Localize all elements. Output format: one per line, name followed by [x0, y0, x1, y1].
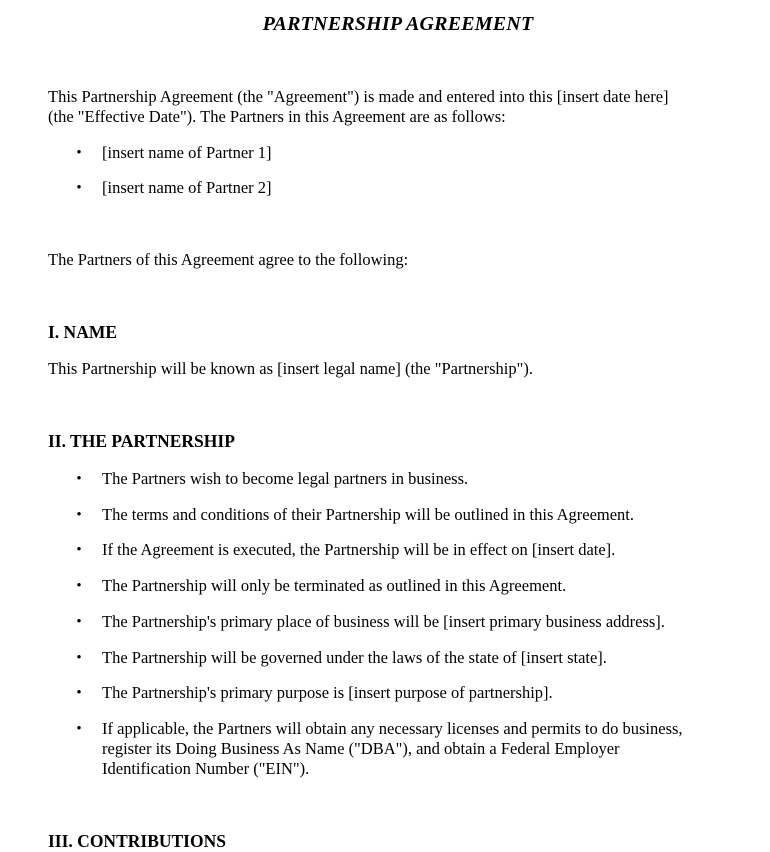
bullet-icon: • [76, 507, 82, 523]
list-item-text: If the Agreement is executed, the Partnership will be in effect on [insert date]. [102, 540, 616, 559]
bullet-icon: • [76, 471, 82, 487]
section-heading-name: I. NAME [48, 322, 118, 342]
list-item-text-line-2: register its Doing Business As Name ("DBA"), and obtain a Federal Employer [102, 739, 620, 758]
bullet-icon: • [76, 614, 82, 630]
partner-1-text: [insert name of Partner 1] [102, 143, 272, 162]
bullet-icon: • [76, 180, 82, 196]
section-heading-partnership: II. THE PARTNERSHIP [48, 431, 235, 451]
list-item-text: The Partners wish to become legal partners in business. [102, 469, 469, 488]
list-item-text [102, 719, 742, 779]
list-item-text: The Partnership will only be terminated as outlined in this Agreement. [102, 576, 567, 595]
bullet-icon: • [76, 542, 82, 558]
list-item-text-line-3: Identification Number ("EIN"). [102, 759, 310, 778]
bullet-icon: • [76, 650, 82, 666]
bullet-icon: • [76, 721, 82, 737]
document-title: PARTNERSHIP AGREEMENT [262, 13, 534, 35]
list-item-text: The Partnership's primary place of business will be [insert primary business address]. [102, 612, 665, 631]
list-item-text-line-1: If applicable, the Partners will obtain any necessary licenses and permits to do business, [102, 719, 683, 738]
bullet-icon: • [76, 685, 82, 701]
intro-line-1: This Partnership Agreement (the "Agreement") is made and entered into this [insert date here] [48, 87, 669, 106]
intro-paragraph [48, 87, 738, 127]
section-heading-contributions: III. CONTRIBUTIONS [48, 831, 226, 851]
partner-2-text: [insert name of Partner 2] [102, 178, 272, 197]
list-item-text: The Partnership's primary purpose is [insert purpose of partnership]. [102, 683, 553, 702]
list-item-text: The terms and conditions of their Partnership will be outlined in this Agreement. [102, 505, 635, 524]
bullet-icon: • [76, 145, 82, 161]
name-paragraph: This Partnership will be known as [insert legal name] (the "Partnership"). [48, 359, 533, 378]
intro-line-2: (the "Effective Date"). The Partners in this Agreement are as follows: [48, 107, 506, 126]
bullet-icon: • [76, 578, 82, 594]
agree-paragraph: The Partners of this Agreement agree to the following: [48, 250, 409, 269]
list-item-text: The Partnership will be governed under the laws of the state of [insert state]. [102, 648, 607, 667]
